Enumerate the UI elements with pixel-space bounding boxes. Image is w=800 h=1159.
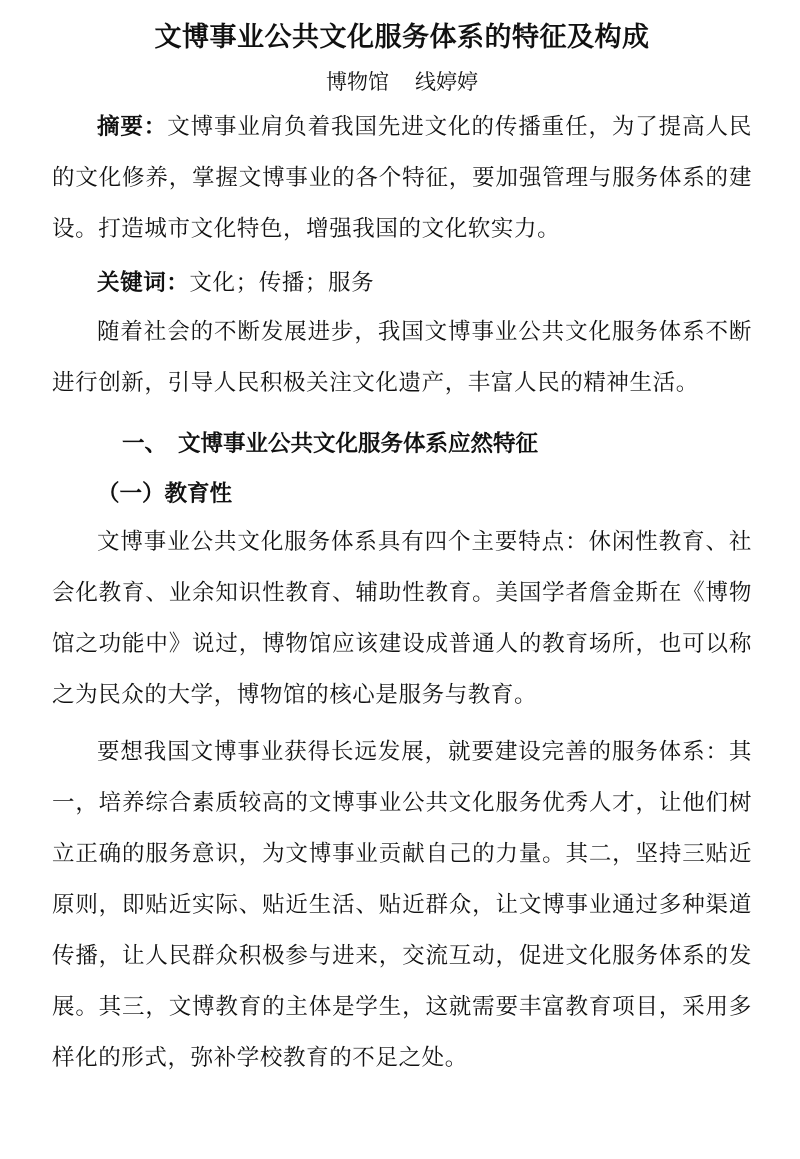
body-paragraph-2: 要想我国文博事业获得长远发展，就要建设完善的服务体系：其一，培养综合素质较高的文博事业公共文化服务优秀人才，让他们树立正确的服务意识，为文博事业贡献自己的力量。其二，坚持三贴近原则，即贴近实际、贴近生活、贴近群众，让文博事业通过多种渠道传播，让人民群众积极参与进来，交流互动，促进文化服务体系的发展。其三，文博教育的主体是学生，这就需要丰富教育项目，采用多样化的形式，弥补学校教育的不足之处。 (52, 739, 752, 1071)
section-heading (52, 421, 752, 467)
intro-paragraph: 随着社会的不断发展进步，我国文博事业公共文化服务体系不断进行创新，引导人民积极关注文化遗产，丰富人民的精神生活。 (52, 319, 752, 396)
document-page (52, 14, 752, 1084)
abstract-text: 文博事业肩负着我国先进文化的传播重任，为了提高人民的文化修养，掌握文博事业的各个特征，要加强管理与服务体系的建设。打造城市文化特色，增强我国的文化软实力。 (52, 114, 752, 242)
section-title: 文博事业公共文化服务体系应然特征 (178, 431, 539, 457)
author-line (52, 62, 752, 102)
body-paragraph-1: 文博事业公共文化服务体系具有四个主要特点：休闲性教育、社会化教育、业余知识性教育、辅助性教育。美国学者詹金斯在《博物馆之功能中》说过，博物馆应该建设成普通人的教育场所，也可以称之为民众的大学，博物馆的核心是服务与教育。 (52, 529, 752, 708)
section-number: 一、 (122, 431, 168, 457)
abstract-paragraph (52, 102, 752, 255)
author-affiliation: 博物馆 (326, 70, 389, 94)
abstract-label: 摘要： (97, 114, 168, 140)
document-title: 文博事业公共文化服务体系的特征及构成 (154, 22, 650, 53)
subsection-heading: （一）教育性 (97, 481, 233, 507)
keywords-text: 文化；传播；服务 (189, 270, 375, 296)
keywords-paragraph (52, 259, 752, 307)
author-name: 线婷婷 (415, 70, 478, 94)
keywords-label: 关键词： (97, 270, 190, 296)
